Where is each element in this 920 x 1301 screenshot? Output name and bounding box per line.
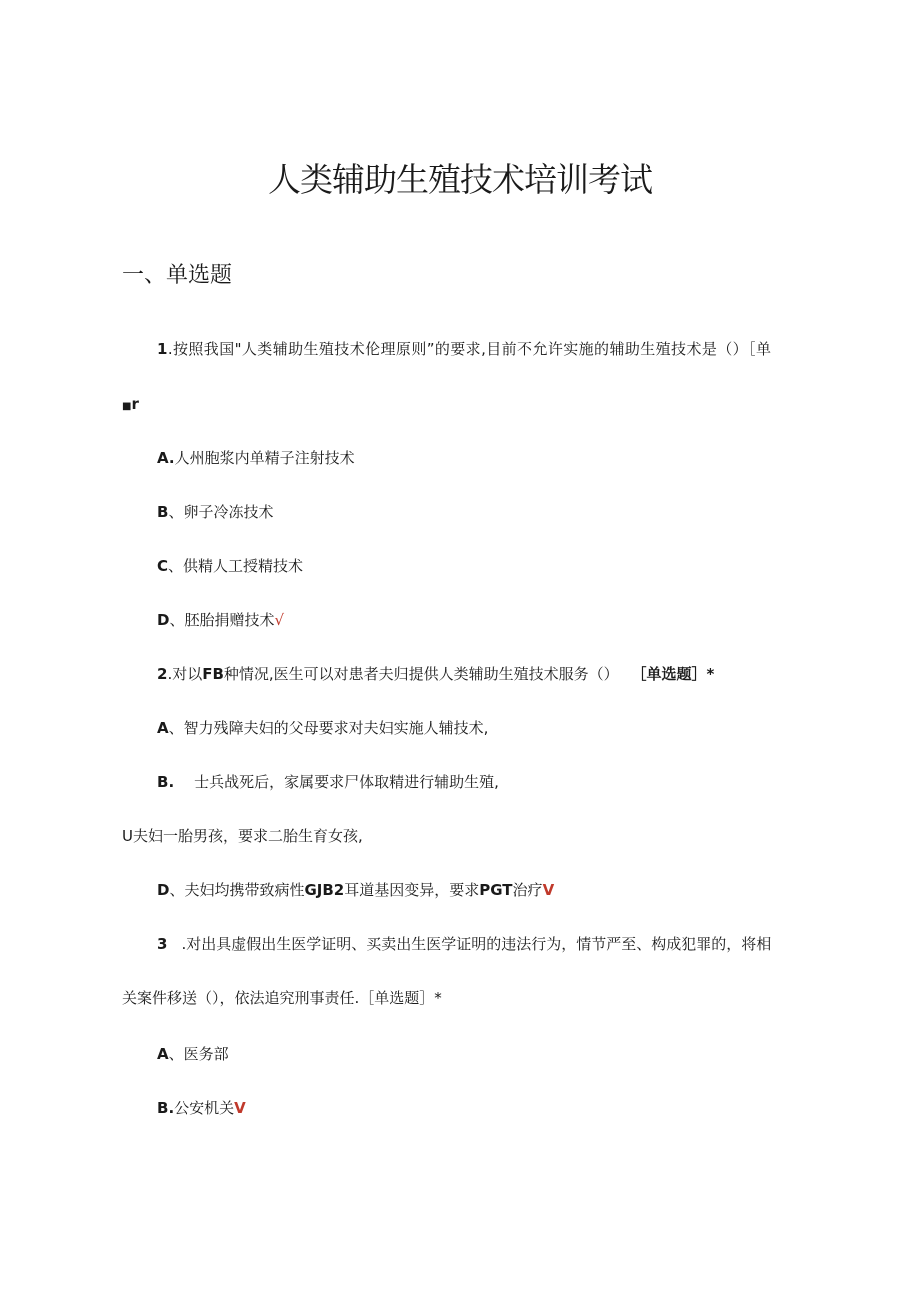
question-number: 1	[157, 340, 168, 358]
option-a: A、医务部	[157, 1045, 229, 1063]
correct-mark-icon: √	[274, 611, 285, 629]
question-2-text: 2.对以FB种情况,医生可以对患者夫归提供人类辅助生殖技术服务（） ［单选题］*	[157, 665, 715, 683]
option-a: A.人州胞浆内单精子注射技术	[157, 449, 355, 467]
option-b: B. 士兵战死后，家属要求尸体取精进行辅助生殖,	[157, 773, 499, 791]
option-b: B、卵子冷冻技术	[157, 503, 274, 521]
option-d: D、胚胎捐赠技术√	[157, 611, 285, 629]
question-type-tag: ［单选题］*	[631, 665, 715, 683]
section-heading: 一、单选题	[122, 263, 233, 288]
question-body: .按照我国"人类辅助生殖技术伦理原则”的要求,目前不允许实施的辅助生殖技术是（）［单	[167, 340, 772, 358]
question-1-continuation	[122, 393, 139, 418]
continuation-text: r	[131, 395, 139, 413]
correct-mark-icon: V	[234, 1099, 246, 1117]
question-1-text	[157, 338, 771, 360]
bullet-glyph: ■	[122, 401, 132, 412]
option-c: U夫妇一胎男孩，要求二胎生育女孩,	[122, 827, 363, 845]
question-3-continuation: 关案件移送（），依法追究刑事责任.［单选题］*	[122, 989, 442, 1007]
exam-title: 人类辅助生殖技术培训考试	[268, 160, 652, 199]
option-d: D、夫妇均携带致病性GJB2耳道基因变异，要求PGT治疗V	[157, 881, 555, 899]
option-b: B.公安机关V	[157, 1099, 246, 1117]
correct-mark-icon: V	[542, 881, 555, 899]
option-c: C、供精人工授精技术	[157, 557, 304, 575]
question-3-text: 3 .对出具虚假出生医学证明、买卖出生医学证明的违法行为，情节严至、构成犯罪的，将相	[157, 935, 772, 953]
option-a: A、智力残障夫妇的父母要求对夫妇实施人辅技术,	[157, 719, 489, 737]
